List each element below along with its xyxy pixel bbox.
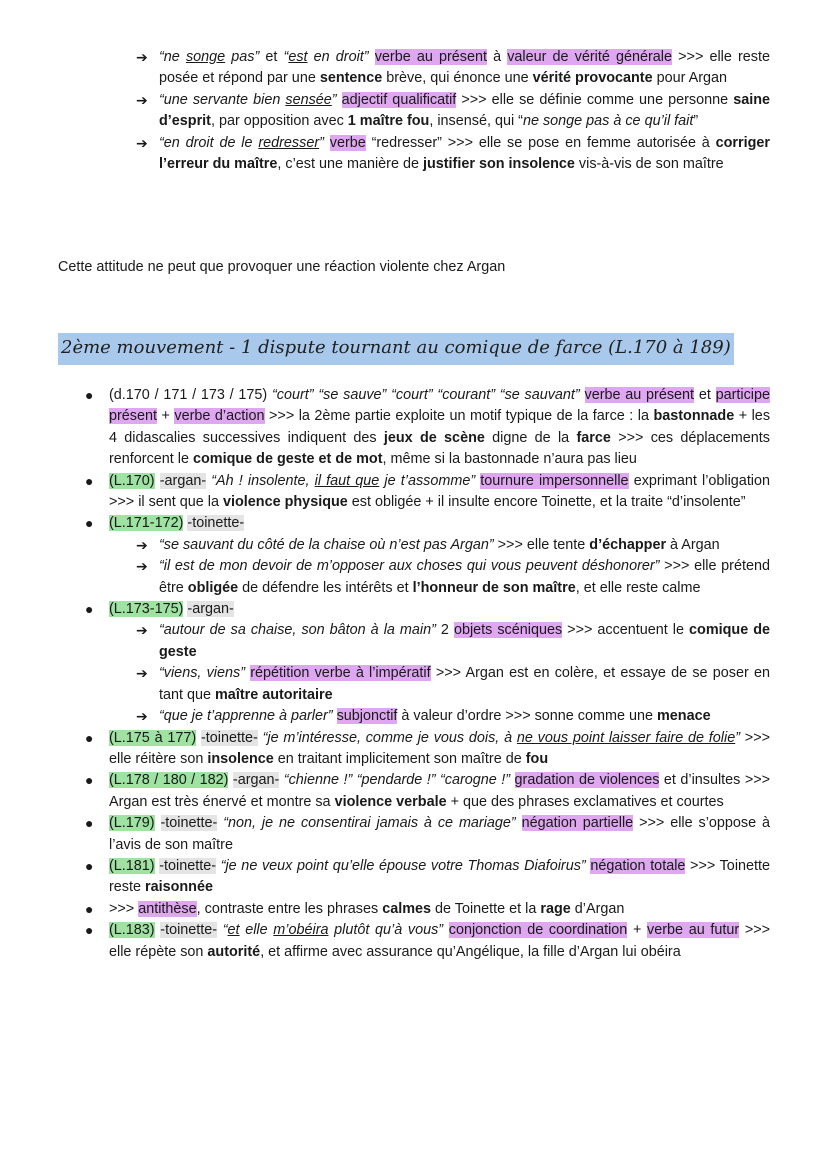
bold-term: justifier son insolence bbox=[422, 156, 575, 173]
bullet-item bbox=[85, 471, 770, 514]
text-run bbox=[155, 473, 160, 489]
text-run bbox=[443, 922, 449, 938]
text-run: >>> elle prétend être bbox=[159, 558, 770, 596]
bullet-text bbox=[109, 730, 770, 767]
quote: “ bbox=[222, 922, 228, 939]
highlight-term: conjonction de coordination bbox=[448, 922, 628, 939]
text-run: , même si la bastonnade n’aura pas lieu bbox=[382, 451, 637, 468]
bold-term: d’échapper bbox=[589, 536, 667, 553]
bold-term: corriger l’erreur du maître bbox=[159, 134, 771, 173]
text-run: brève, qui énonce une bbox=[382, 70, 533, 87]
text-run: de Toinette et la bbox=[431, 900, 541, 917]
bullet-icon: ● bbox=[85, 729, 94, 746]
speaker-tag: -toinette- bbox=[201, 729, 258, 746]
sub-arrow-list bbox=[109, 535, 770, 599]
bold-term: farce bbox=[576, 429, 611, 446]
text-run: 2 bbox=[435, 622, 454, 639]
quote: “non, je ne consentirai jamais à ce mariage” bbox=[223, 815, 516, 832]
intro-item bbox=[136, 47, 770, 90]
quote: je t’assomme” bbox=[379, 472, 476, 489]
bold-term: comique de geste et de mot bbox=[193, 451, 383, 468]
underlined-quote: et bbox=[227, 922, 240, 939]
arrow-icon: ➔ bbox=[136, 91, 148, 108]
quote: “une servante bien bbox=[159, 91, 286, 108]
text-run: + bbox=[627, 922, 648, 939]
bullet-item bbox=[85, 513, 770, 599]
speaker-tag: -argan- bbox=[187, 601, 234, 618]
bold-term: violence physique bbox=[223, 494, 348, 511]
bullet-item bbox=[85, 920, 770, 963]
section-heading: 2ème mouvement - 1 dispute tournant au comique de farce (L.170 à 189) bbox=[58, 333, 734, 365]
line-ref: (L.173-175) bbox=[109, 601, 184, 618]
bullet-text bbox=[109, 772, 770, 809]
bullet-icon: ● bbox=[85, 815, 94, 832]
quote: “viens, viens” bbox=[159, 665, 245, 682]
arrow-icon: ➔ bbox=[136, 708, 148, 725]
text-run bbox=[516, 815, 522, 831]
intro-arrow-list bbox=[136, 47, 770, 175]
bullet-icon: ● bbox=[85, 472, 94, 489]
bold-term: 1 maître fou bbox=[347, 113, 430, 130]
quote: “en droit de le bbox=[159, 134, 259, 151]
sub-item-text bbox=[159, 665, 770, 702]
arrow-icon: ➔ bbox=[136, 622, 148, 639]
text-run: “redresser” >>> elle se pose en femme autorisée à bbox=[365, 134, 716, 151]
sub-item-text bbox=[159, 622, 770, 659]
text-run: à Argan bbox=[666, 536, 720, 553]
bullet-icon: ● bbox=[85, 857, 94, 874]
bullet-item bbox=[85, 385, 770, 471]
text-run: >>> Toinette reste bbox=[109, 857, 771, 896]
quote: ” bbox=[319, 134, 324, 151]
bold-term: vérité provocante bbox=[532, 70, 653, 87]
text-run: et d’insultes >>> Argan est très énervé et montre sa bbox=[109, 772, 771, 810]
sub-item bbox=[136, 556, 770, 599]
bold-term: bastonnade bbox=[653, 408, 735, 425]
highlight-term: subjonctif bbox=[336, 708, 398, 725]
bold-term: maître autoritaire bbox=[215, 686, 333, 703]
quote: “court” “se sauve” “court” “courant” “se sauvant” bbox=[272, 387, 580, 403]
bold-term: violence verbale bbox=[334, 793, 447, 810]
bullet-icon: ● bbox=[85, 900, 94, 917]
line-ref: (L.179) bbox=[109, 815, 155, 832]
quote: “je ne veux point qu’elle épouse votre Thomas Diafoirus” bbox=[220, 857, 586, 874]
highlight-term: adjectif qualificatif bbox=[341, 91, 457, 108]
bold-term: saine d’esprit bbox=[159, 91, 771, 130]
bold-term: raisonnée bbox=[145, 879, 213, 896]
highlight-term: tournure impersonnelle bbox=[480, 472, 629, 489]
underlined-quote: songe bbox=[185, 49, 226, 65]
text-run: >>> elle réitère son bbox=[109, 729, 771, 767]
line-ref: (L.181) bbox=[109, 857, 155, 874]
line-ref: (L.183) bbox=[109, 922, 155, 939]
speaker-tag: -toinette- bbox=[160, 815, 218, 832]
speaker-tag: -argan- bbox=[232, 772, 280, 789]
text-run bbox=[333, 708, 337, 724]
bold-term: sentence bbox=[319, 70, 383, 87]
text-run: + que des phrases exclamatives et courtes bbox=[446, 793, 724, 810]
quote: “que je t’apprenne à parler” bbox=[159, 708, 333, 725]
speaker-tag: -toinette- bbox=[160, 922, 218, 939]
text-run: ” bbox=[693, 113, 699, 130]
speaker-tag: -argan- bbox=[159, 472, 207, 489]
text-run: à bbox=[486, 49, 508, 65]
bullet-text bbox=[109, 387, 770, 467]
quote: “se sauvant du côté de la chaise où n’est pas Argan” bbox=[159, 536, 494, 553]
line-ref: (L.178 / 180 / 182) bbox=[109, 772, 229, 789]
quote: ” bbox=[735, 729, 741, 746]
sub-item bbox=[136, 663, 770, 706]
text-run bbox=[337, 92, 342, 108]
bullet-text bbox=[109, 815, 770, 852]
bold-term: comique de geste bbox=[159, 622, 771, 660]
text-run: >>> elle répète son bbox=[109, 922, 771, 960]
bold-term: calmes bbox=[382, 900, 432, 917]
intro-item-text bbox=[159, 49, 770, 86]
bold-term: fou bbox=[525, 750, 549, 767]
text-run: , insensé, qui “ bbox=[429, 113, 523, 130]
text-run: , et elle reste calme bbox=[575, 579, 701, 596]
bold-term: menace bbox=[657, 708, 711, 725]
bold-term: autorité bbox=[207, 943, 261, 960]
bullet-text bbox=[109, 601, 234, 617]
quote: “je m’intéresse, comme je vous dois, à bbox=[262, 729, 517, 746]
quote: “ bbox=[283, 49, 289, 65]
text-run: >>> la 2ème partie exploite un motif typique de la farce : la bbox=[264, 408, 654, 425]
quote: plutôt qu’à vous” bbox=[328, 922, 444, 939]
quote: “chienne !” “pendarde !” “carogne !” bbox=[283, 772, 511, 789]
sub-arrow-list bbox=[109, 620, 770, 727]
bullet-icon: ● bbox=[85, 515, 94, 532]
underlined-quote: m’obéira bbox=[273, 922, 329, 939]
text-run bbox=[369, 49, 375, 65]
bullet-item bbox=[85, 770, 770, 813]
bold-term: l’honneur de son maître bbox=[412, 579, 576, 596]
underlined-quote: redresser bbox=[258, 134, 320, 151]
arrow-icon: ➔ bbox=[136, 558, 148, 575]
sub-item bbox=[136, 535, 770, 556]
text-run: , c’est une manière de bbox=[277, 156, 423, 173]
quote: “Ah ! insolente, bbox=[211, 472, 315, 489]
line-ref: (L.170) bbox=[109, 472, 155, 489]
bold-term: rage bbox=[540, 900, 571, 917]
highlight-term: verbe bbox=[329, 134, 366, 151]
highlight-term: verbe au présent bbox=[374, 49, 487, 65]
text-run: >>> bbox=[109, 900, 139, 917]
bullet-text bbox=[109, 515, 244, 531]
text-run: à valeur d’ordre >>> sonne comme une bbox=[397, 708, 657, 725]
bullet-icon: ● bbox=[85, 922, 94, 939]
highlight-term: participe présent bbox=[109, 387, 771, 425]
highlight-term: négation partielle bbox=[521, 815, 634, 832]
text-run bbox=[580, 387, 585, 403]
text-run: >>> elle reste posée et répond par une bbox=[159, 49, 770, 87]
bullet-item bbox=[85, 813, 770, 856]
arrow-icon: ➔ bbox=[136, 665, 148, 682]
text-run: (d.170 / 171 / 173 / 175) bbox=[109, 387, 268, 403]
underlined-quote: ne vous point laisser faire de folie bbox=[516, 729, 736, 746]
sub-item-text bbox=[159, 537, 720, 553]
text-run: pour Argan bbox=[652, 70, 728, 87]
bullet-item bbox=[85, 899, 770, 920]
intro-item-text bbox=[159, 92, 770, 129]
bullet-icon: ● bbox=[85, 601, 94, 618]
text-run: vis-à-vis de son maître bbox=[574, 156, 724, 173]
text-run: digne de la bbox=[484, 429, 577, 446]
text-run: et bbox=[259, 49, 284, 65]
text-run bbox=[510, 772, 514, 788]
bullet-item bbox=[85, 856, 770, 899]
quote: elle bbox=[239, 922, 274, 939]
bullet-text bbox=[109, 922, 770, 959]
underlined-quote: il faut que bbox=[314, 472, 380, 489]
bullet-item bbox=[85, 728, 770, 771]
line-ref: (L.175 à 177) bbox=[109, 729, 197, 746]
text-run bbox=[155, 815, 161, 831]
bullet-text bbox=[109, 858, 770, 895]
text-run: + les 4 didascalies successives indiquent des bbox=[109, 408, 771, 446]
highlight-term: gradation de violences bbox=[514, 772, 660, 789]
text-run: >>> elle se définie comme une personne bbox=[456, 91, 734, 108]
arrow-icon: ➔ bbox=[136, 536, 148, 553]
quote: “autour de sa chaise, son bâton à la main” bbox=[159, 622, 436, 639]
text-run: , et affirme avec assurance qu’Angélique, la fille d’Argan lui obéira bbox=[260, 943, 681, 960]
main-bullet-list bbox=[85, 385, 770, 963]
intro-item bbox=[136, 133, 770, 176]
sub-item bbox=[136, 706, 770, 727]
quote: “ne bbox=[159, 49, 186, 65]
text-run: d’Argan bbox=[570, 900, 625, 917]
text-run: de défendre les intérêts et bbox=[238, 579, 413, 596]
quote: en droit” bbox=[307, 49, 369, 65]
bullet-item bbox=[85, 599, 770, 727]
text-run: , contraste entre les phrases bbox=[196, 900, 383, 917]
underlined-quote: est bbox=[288, 49, 308, 65]
highlight-term: valeur de vérité générale bbox=[507, 49, 673, 65]
text-run bbox=[324, 135, 330, 151]
arrow-icon: ➔ bbox=[136, 134, 148, 151]
highlight-term: verbe au futur bbox=[647, 922, 740, 939]
highlight-term: objets scéniques bbox=[453, 622, 563, 639]
highlight-term: verbe d’action bbox=[174, 408, 265, 425]
text-run: >>> elle s’oppose à l’avis de son maître bbox=[109, 815, 771, 853]
quote: pas” bbox=[225, 49, 260, 65]
text-run: >>> ces déplacements renforcent le bbox=[109, 429, 770, 468]
quote: ne songe pas à ce qu’il fait bbox=[522, 113, 694, 130]
text-run: est obligée + il insulte encore Toinette, et la traite “d’insolente” bbox=[347, 494, 746, 511]
bold-term: obligée bbox=[187, 579, 239, 596]
quote: “il est de mon devoir de m’opposer aux choses qui vous peuvent déshonorer” bbox=[159, 558, 660, 575]
text-run: en traitant implicitement son maître de bbox=[273, 750, 526, 767]
text-run: et bbox=[694, 387, 716, 403]
bold-term: jeux de scène bbox=[383, 429, 485, 446]
highlight-term: répétition verbe à l’impératif bbox=[250, 665, 431, 682]
intro-item-text bbox=[159, 135, 770, 172]
transition-paragraph: Cette attitude ne peut que provoquer une réaction violente chez Argan bbox=[58, 259, 506, 275]
highlight-term: antithèse bbox=[138, 900, 197, 917]
bullet-text bbox=[109, 473, 770, 510]
highlight-term: verbe au présent bbox=[584, 387, 695, 403]
text-run: exprimant l’obligation >>> il sent que la bbox=[109, 472, 771, 511]
sub-item-text bbox=[159, 558, 770, 595]
speaker-tag: -toinette- bbox=[187, 515, 245, 532]
highlight-term: négation totale bbox=[590, 857, 686, 874]
text-run: >>> Argan est en colère, et essaye de se poser en tant que bbox=[159, 665, 770, 703]
bullet-text bbox=[109, 901, 624, 917]
bold-term: insolence bbox=[207, 750, 274, 767]
sub-item-text bbox=[159, 708, 711, 724]
sub-item bbox=[136, 620, 770, 663]
arrow-icon: ➔ bbox=[136, 49, 148, 65]
text-run: >>> elle tente bbox=[493, 536, 590, 553]
intro-item bbox=[136, 90, 770, 133]
quote: ” bbox=[331, 91, 337, 108]
bullet-icon: ● bbox=[85, 387, 94, 403]
text-run: + bbox=[157, 408, 175, 425]
text-run: , par opposition avec bbox=[210, 113, 348, 130]
underlined-quote: sensée bbox=[285, 91, 332, 108]
speaker-tag: -toinette- bbox=[159, 857, 217, 874]
bullet-icon: ● bbox=[85, 772, 94, 789]
text-run: >>> accentuent le bbox=[562, 622, 690, 639]
line-ref: (L.171-172) bbox=[109, 515, 184, 532]
